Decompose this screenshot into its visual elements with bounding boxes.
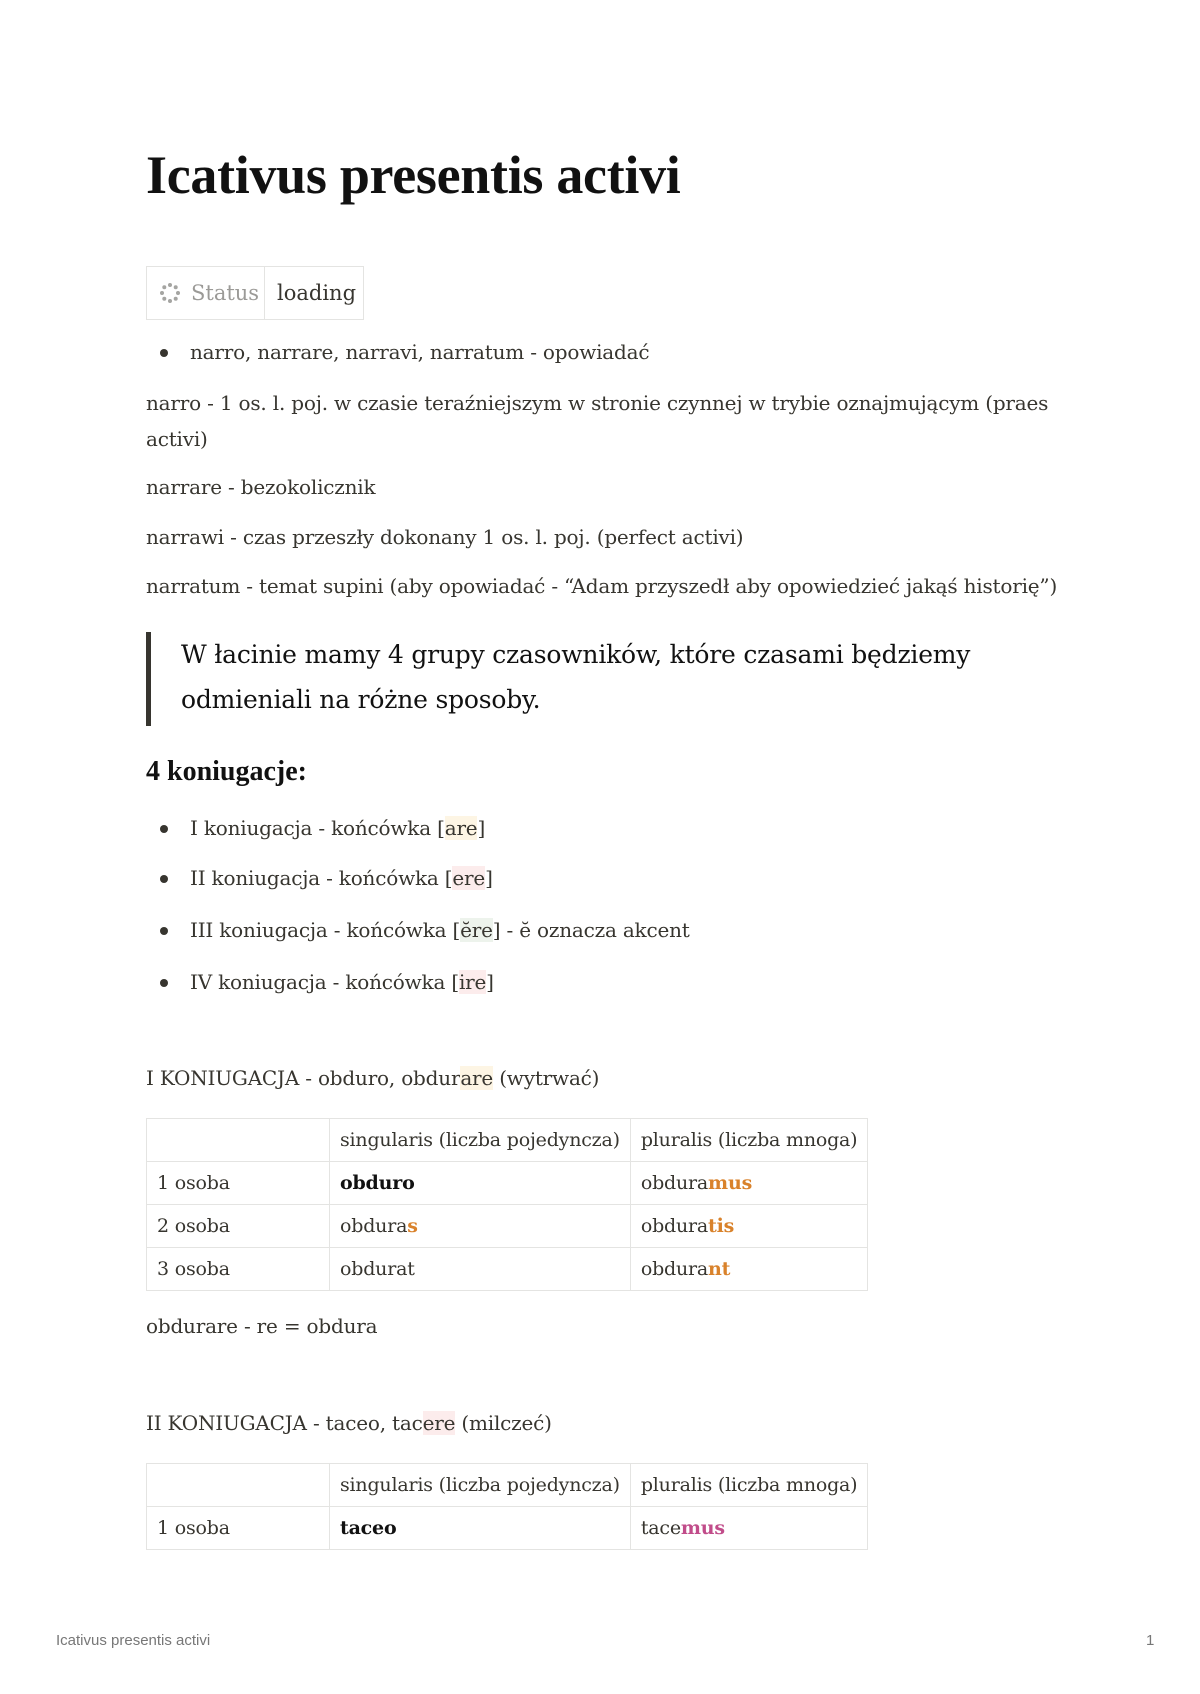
property-row-status[interactable] [146,266,364,320]
ending-highlight: are [444,816,478,840]
ending-highlight: ĕre [460,918,493,942]
quote-line: odmieniali na różne sposoby. [181,685,541,714]
table-header-cell: singularis (liczba pojedyncza) [330,1464,631,1507]
ending-highlight: ere [422,1411,456,1435]
plural-cell: tacemus [630,1507,868,1550]
ending-highlight: ere [452,866,486,890]
conjugation-table-2 [146,1463,868,1550]
verb-forms: narro, narrare, narravi, narratum - opowiadać [190,340,650,364]
singular-cell: obduro [330,1162,631,1205]
table-header-cell: pluralis (liczba mnoga) [630,1119,868,1162]
conjugation-title: II KONIUGACJA - taceo, tacere (milczeć) [146,1411,552,1435]
conj-text: III koniugacja - końcówka [ [190,918,461,942]
table-header-cell [147,1464,330,1507]
person-cell: 1 osoba [147,1507,330,1550]
paragraph: narrawi - czas przeszły dokonany 1 os. l. poj. (perfect activi) [146,525,744,549]
table-row [147,1248,868,1291]
singular-cell: obdurat [330,1248,631,1291]
loading-spinner-icon [159,282,181,304]
plural-cell: obdurant [630,1248,868,1291]
conjugation-title: I KONIUGACJA - obduro, obdurare (wytrwać) [146,1066,600,1090]
conj-text: II koniugacja - końcówka [ [190,866,453,890]
singular-cell: taceo [330,1507,631,1550]
conj-text: ] - ĕ oznacza akcent [492,918,690,942]
person-cell: 2 osoba [147,1205,330,1248]
footer-page-number: 1 [1146,1632,1155,1649]
property-value[interactable]: loading [277,281,357,305]
table-header-cell [147,1119,330,1162]
table-row [147,1162,868,1205]
conj-text: ] [477,816,486,840]
footer-title: Icativus presentis activi [56,1632,211,1649]
paragraph: narrare - bezokolicznik [146,475,376,499]
table-header-cell: pluralis (liczba mnoga) [630,1464,868,1507]
conj-text: I koniugacja - końcówka [ [190,816,445,840]
property-key [147,267,265,319]
conjugation-table-1 [146,1118,868,1291]
table-header-row [147,1119,868,1162]
person-cell: 3 osoba [147,1248,330,1291]
conj-text: ] [485,866,493,890]
table-header-row [147,1464,868,1507]
table-row [147,1507,868,1550]
quote-line: W łacinie mamy 4 grupy czasowników, które czasami będziemy [181,640,971,669]
table-row [147,1205,868,1248]
paragraph: narratum - temat supini (aby opowiadać - “Adam przyszedł aby opowiedzieć jakąś historię”) [146,574,1058,598]
section-heading: 4 koniugacje: [146,756,307,787]
ending-highlight: are [460,1066,494,1090]
ending-highlight: ire [458,970,487,994]
paragraph: activi) [146,427,208,451]
property-key-label: Status [191,281,260,305]
person-cell: 1 osoba [147,1162,330,1205]
paragraph: narro - 1 os. l. poj. w czasie teraźniejszym w stronie czynnej w trybie oznajmującym (praes [146,391,1049,415]
table-header-cell: singularis (liczba pojedyncza) [330,1119,631,1162]
plural-cell: obduratis [630,1205,868,1248]
conj-text: ] [486,970,494,994]
paragraph: obdurare - re = obdura [146,1314,378,1338]
page-title: Icativus presentis activi [146,145,681,205]
singular-cell: obduras [330,1205,631,1248]
blockquote [146,632,996,726]
plural-cell: obduramus [630,1162,868,1205]
conj-text: IV koniugacja - końcówka [ [190,970,459,994]
